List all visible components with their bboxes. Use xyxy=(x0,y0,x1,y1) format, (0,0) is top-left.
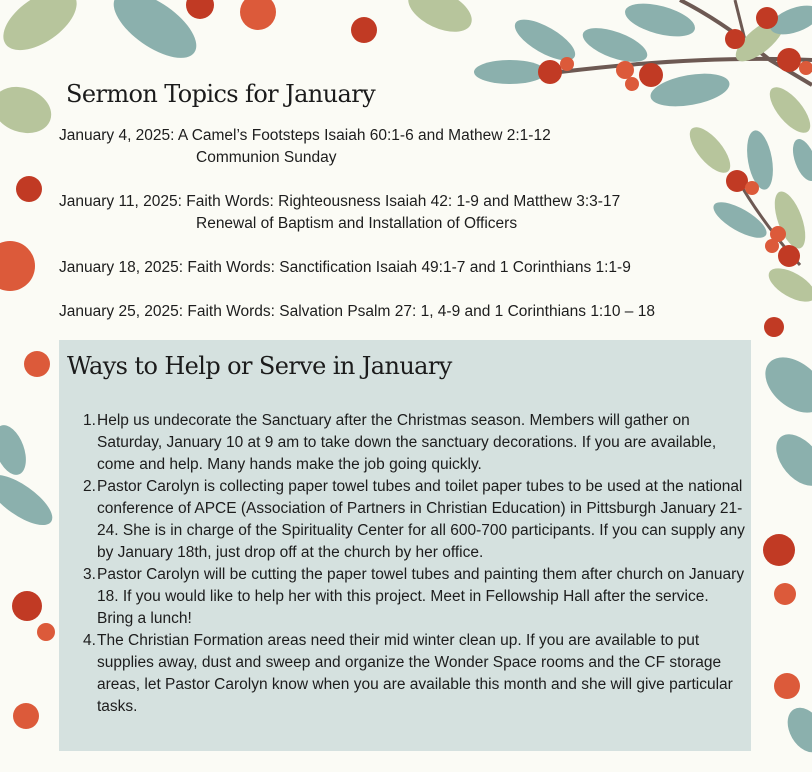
leaf-icon xyxy=(780,701,812,759)
berry-branch-icon xyxy=(474,0,812,139)
berry-icon xyxy=(37,623,55,641)
serve-item-text: The Christian Formation areas need their mid winter clean up. If you are available to put supplies away, dust and sweep and organize the Wonder Space rooms and the CF storage areas, let Pastor Carolyn know when you are available this month and she will give particular tasks. xyxy=(97,632,733,715)
berry-icon xyxy=(16,176,42,202)
serve-item-text: Pastor Carolyn will be cutting the paper towel tubes and painting them after church on January 18. If you would like to help her with this project. Meet in Fellowship Hall after the service. Bring a lunch! xyxy=(97,566,745,627)
berry-icon xyxy=(186,0,214,19)
sermon-line: January 18, 2025: Faith Words: Sanctification Isaiah 49:1-7 and 1 Corinthians 1:1-9 xyxy=(59,259,631,276)
serve-item xyxy=(83,564,747,630)
serve-list xyxy=(83,410,747,718)
leaf-icon xyxy=(755,346,812,423)
berry-icon xyxy=(13,703,39,729)
berry-branch-icon xyxy=(683,121,812,337)
serve-item-text: Pastor Carolyn is collecting paper towel tubes and toilet paper tubes to be used at the national conference of APCE (Association of Partners in Christian Education) in Pittsburgh January 21-24. She is in charge of the Spirituality Center for all 600-700 participants. If you can supply any by January 18th, just drop off at the church by her office. xyxy=(97,478,745,561)
serve-title: Ways to Help or Serve in January xyxy=(67,352,452,380)
serve-item-number: 2. xyxy=(83,478,96,495)
sermon-note: Renewal of Baptism and Installation of Officers xyxy=(196,215,518,232)
berry-icon xyxy=(24,351,50,377)
sermon-line: January 25, 2025: Faith Words: Salvation Psalm 27: 1, 4-9 and 1 Corinthians 1:10 – 18 xyxy=(59,303,655,320)
sermon-item xyxy=(59,125,551,169)
serve-item xyxy=(83,410,747,476)
serve-item xyxy=(83,630,747,718)
leaf-icon xyxy=(0,421,32,479)
sermon-note: Communion Sunday xyxy=(196,149,337,166)
sermon-item xyxy=(59,301,655,323)
berry-icon xyxy=(240,0,276,30)
serve-item-number: 3. xyxy=(83,566,96,583)
serve-item-number: 4. xyxy=(83,632,96,649)
berry-icon xyxy=(0,241,35,291)
berry-icon xyxy=(774,583,796,605)
serve-item-text: Help us undecorate the Sanctuary after the Christmas season. Members will gather on Saturday, January 10 at 9 am to take down the sanctuary decorations. If you are available, come and help. Many hands make the job going quickly. xyxy=(97,412,717,473)
sermon-line: January 4, 2025: A Camel’s Footsteps Isaiah 60:1-6 and Mathew 2:1-12 xyxy=(59,127,551,144)
sermon-item xyxy=(59,257,631,279)
leaf-icon xyxy=(0,0,87,62)
berry-icon xyxy=(351,17,377,43)
sermon-line: January 11, 2025: Faith Words: Righteousness Isaiah 42: 1-9 and Matthew 3:3-17 xyxy=(59,193,621,210)
berry-icon xyxy=(763,534,795,566)
berry-icon xyxy=(774,673,800,699)
serve-item-number: 1. xyxy=(83,412,96,429)
berry-icon xyxy=(12,591,42,621)
leaf-icon xyxy=(0,79,58,141)
sermon-topics-title: Sermon Topics for January xyxy=(66,80,376,108)
leaf-icon xyxy=(0,466,60,534)
leaf-icon xyxy=(767,425,812,494)
serve-panel xyxy=(59,340,751,751)
sermon-item xyxy=(59,191,620,235)
leaf-icon xyxy=(402,0,479,41)
serve-item xyxy=(83,476,747,564)
